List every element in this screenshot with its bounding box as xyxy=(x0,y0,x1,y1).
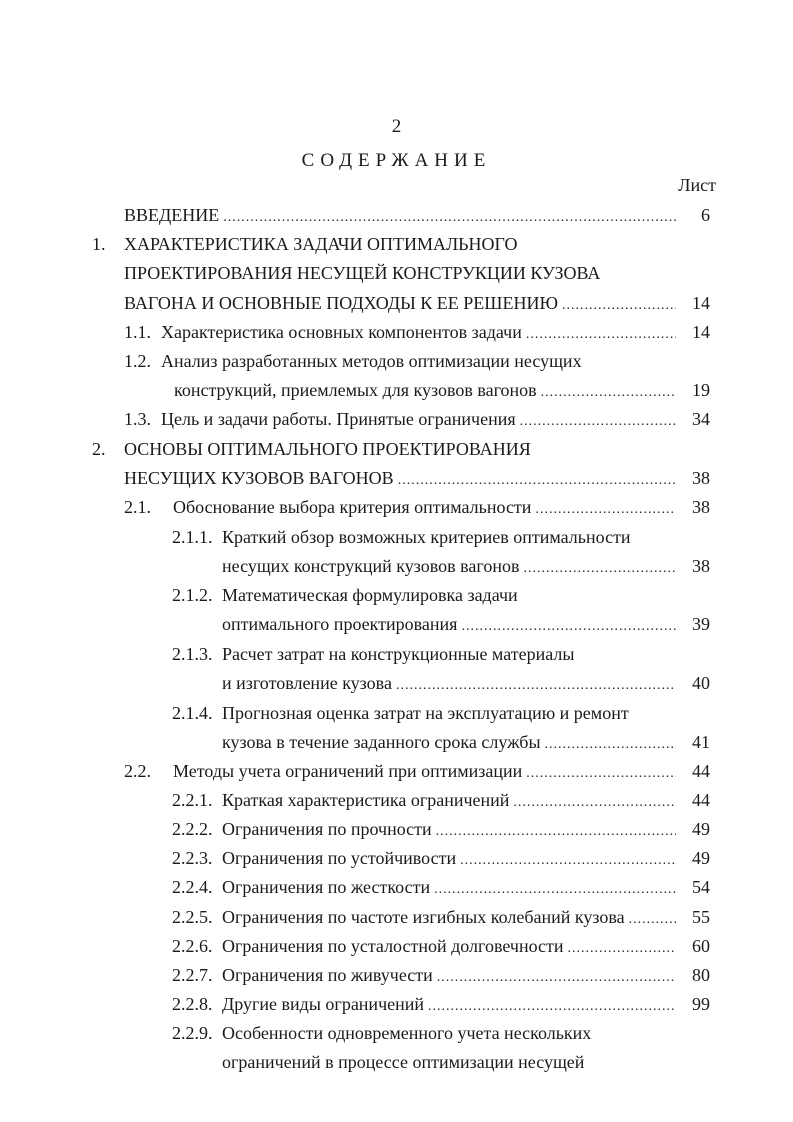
toc-entry-number: 2.2.1. xyxy=(172,790,213,810)
toc-entry-text: НЕСУЩИХ КУЗОВОВ ВАГОНОВ xyxy=(124,468,394,489)
toc-entry-text: Другие виды ограничений xyxy=(222,994,425,1014)
toc-entry-number: 2. xyxy=(92,439,106,459)
toc-entry-page: 34 xyxy=(692,409,710,429)
toc-entry-text: и изготовление кузова xyxy=(222,673,392,694)
toc-entry-number: 2.2. xyxy=(124,761,151,781)
toc-entry-number: 2.1.4. xyxy=(172,703,213,723)
toc-entry-page: 55 xyxy=(692,907,710,927)
dot-leader xyxy=(434,880,676,900)
toc-entry-page: 38 xyxy=(692,497,710,517)
toc-entry-number: 2.2.7. xyxy=(172,965,213,985)
toc-entry-page: 49 xyxy=(692,848,710,868)
toc-entry-page: 99 xyxy=(692,994,710,1014)
toc-entry-line xyxy=(124,202,676,228)
toc-entry-line xyxy=(222,962,676,988)
toc-entry-number: 2.2.6. xyxy=(172,936,213,956)
toc-entry-text: оптимального проектирования xyxy=(222,614,458,635)
toc-entry-number: 2.2.4. xyxy=(172,877,213,897)
page-number: 2 xyxy=(391,116,402,137)
toc-entry-number: 2.1.3. xyxy=(172,644,213,664)
toc-entry-text: кузова в течение заданного срока службы xyxy=(222,732,541,753)
toc-entry-text: Краткая характеристика ограничений xyxy=(222,790,510,810)
toc-entry-line xyxy=(222,787,676,813)
dot-leader xyxy=(541,383,676,403)
toc-entry-text: ограничений в процессе оптимизации несущей xyxy=(222,1052,585,1073)
toc-entry-text: Характеристика основных компонентов задачи xyxy=(161,322,522,342)
toc-entry-number: 1.2. xyxy=(124,351,151,371)
toc-entry-line xyxy=(173,494,676,520)
toc-entry-number: 2.2.5. xyxy=(172,907,213,927)
toc-entry-page: 60 xyxy=(692,936,710,956)
dot-leader xyxy=(396,676,676,696)
toc-entry-text: ОСНОВЫ ОПТИМАЛЬНОГО ПРОЕКТИРОВАНИЯ xyxy=(124,439,531,459)
toc-entry-page: 14 xyxy=(692,292,710,313)
toc-entry-line xyxy=(174,377,676,403)
toc-entry-page: 49 xyxy=(692,819,710,839)
toc-entry-text: Ограничения по усталостной долговечности xyxy=(222,936,564,956)
toc-entry-page: 54 xyxy=(692,877,710,897)
toc-entry-page: 6 xyxy=(701,205,710,225)
dot-leader xyxy=(428,997,676,1017)
toc-entry-text: ВВЕДЕНИЕ xyxy=(124,205,220,225)
toc-entry-line xyxy=(222,816,676,842)
toc-entry-text: Ограничения по частоте изгибных колебаний кузова xyxy=(222,907,625,927)
toc-entry-text: Ограничения по жесткости xyxy=(222,877,431,897)
dot-leader xyxy=(436,822,676,842)
toc-entry-number: 1.3. xyxy=(124,409,151,429)
toc-entry-text: Краткий обзор возможных критериев оптимальности xyxy=(222,527,631,547)
toc-entry-line xyxy=(222,611,676,637)
toc-entry-number: 2.2.8. xyxy=(172,994,213,1014)
sheet-column-label: Лист xyxy=(678,175,716,195)
toc-entry-page: 40 xyxy=(692,673,710,694)
toc-entry-page: 38 xyxy=(692,468,710,489)
dot-leader xyxy=(437,968,676,988)
toc-entry-text: Ограничения по устойчивости xyxy=(222,848,457,868)
toc-entry-text: ХАРАКТЕРИСТИКА ЗАДАЧИ ОПТИМАЛЬНОГО xyxy=(124,234,518,254)
dot-leader xyxy=(461,617,676,637)
dot-leader xyxy=(562,296,676,316)
toc-entry-text: Анализ разработанных методов оптимизации несущих xyxy=(161,351,582,371)
toc-entry-number: 2.2.2. xyxy=(172,819,213,839)
toc-entry-text: Обоснование выбора критерия оптимальности xyxy=(173,497,532,517)
toc-entry-page: 39 xyxy=(692,614,710,635)
toc-entry-text: Математическая формулировка задачи xyxy=(222,585,518,605)
toc-entry-text: Расчет затрат на конструкционные материалы xyxy=(222,644,575,664)
toc-entry-text: Методы учета ограничений при оптимизации xyxy=(173,761,523,781)
toc-entry-page: 14 xyxy=(692,322,710,342)
toc-entry-text: несущих конструкций кузовов вагонов xyxy=(222,556,520,577)
toc-entry-line xyxy=(222,991,676,1017)
toc-entry-line xyxy=(222,933,676,959)
toc-entry-number: 1.1. xyxy=(124,322,151,342)
dot-leader xyxy=(545,735,676,755)
dot-leader xyxy=(526,764,676,784)
dot-leader xyxy=(520,412,676,432)
toc-entry-page: 44 xyxy=(692,790,710,810)
page-title: СОДЕРЖАНИЕ xyxy=(301,150,492,171)
toc-entry-page: 41 xyxy=(692,732,710,753)
dot-leader xyxy=(223,208,676,228)
toc-entry-text: Особенности одновременного учета нескольких xyxy=(222,1023,592,1043)
toc-entry-line xyxy=(124,465,676,491)
toc-entry-number: 2.2.9. xyxy=(172,1023,213,1043)
dot-leader xyxy=(460,851,676,871)
toc-entry-number: 1. xyxy=(92,234,106,254)
dot-leader xyxy=(513,793,676,813)
toc-entry-page: 44 xyxy=(692,761,710,781)
toc-entry-text: Ограничения по живучести xyxy=(222,965,433,985)
toc-entry-line xyxy=(161,319,676,345)
toc-entry-number: 2.1. xyxy=(124,497,151,517)
toc-entry-text: конструкций, приемлемых для кузовов вагонов xyxy=(174,380,537,401)
toc-entry-number: 2.1.1. xyxy=(172,527,213,547)
toc-entry-text: Ограничения по прочности xyxy=(222,819,432,839)
toc-entry-number: 2.1.2. xyxy=(172,585,213,605)
toc-entry-line xyxy=(222,874,676,900)
toc-entry-line xyxy=(173,758,676,784)
toc-entry-line xyxy=(124,290,676,316)
dot-leader xyxy=(535,500,676,520)
toc-entry-text: ПРОЕКТИРОВАНИЯ НЕСУЩЕЙ КОНСТРУКЦИИ КУЗОВА xyxy=(124,263,601,284)
toc-entry-line xyxy=(222,670,676,696)
toc-entry-number: 2.2.3. xyxy=(172,848,213,868)
toc-entry-page: 19 xyxy=(692,380,710,401)
dot-leader xyxy=(568,939,676,959)
dot-leader xyxy=(398,471,676,491)
toc-entry-line xyxy=(222,845,676,871)
dot-leader xyxy=(526,325,676,345)
toc-entry-page: 38 xyxy=(692,556,710,577)
toc-entry-text: Цель и задачи работы. Принятые ограничения xyxy=(161,409,516,429)
toc-entry-line xyxy=(222,553,676,579)
toc-entry-line xyxy=(161,406,676,432)
dot-leader xyxy=(523,559,676,579)
toc-entry-line xyxy=(222,904,676,930)
toc-entry-line xyxy=(222,729,676,755)
dot-leader xyxy=(629,910,676,930)
toc-entry-text: Прогнозная оценка затрат на эксплуатацию и ремонт xyxy=(222,703,629,723)
toc-entry-text: ВАГОНА И ОСНОВНЫЕ ПОДХОДЫ К ЕЕ РЕШЕНИЮ xyxy=(124,292,558,313)
toc-entry-page: 80 xyxy=(692,965,710,985)
